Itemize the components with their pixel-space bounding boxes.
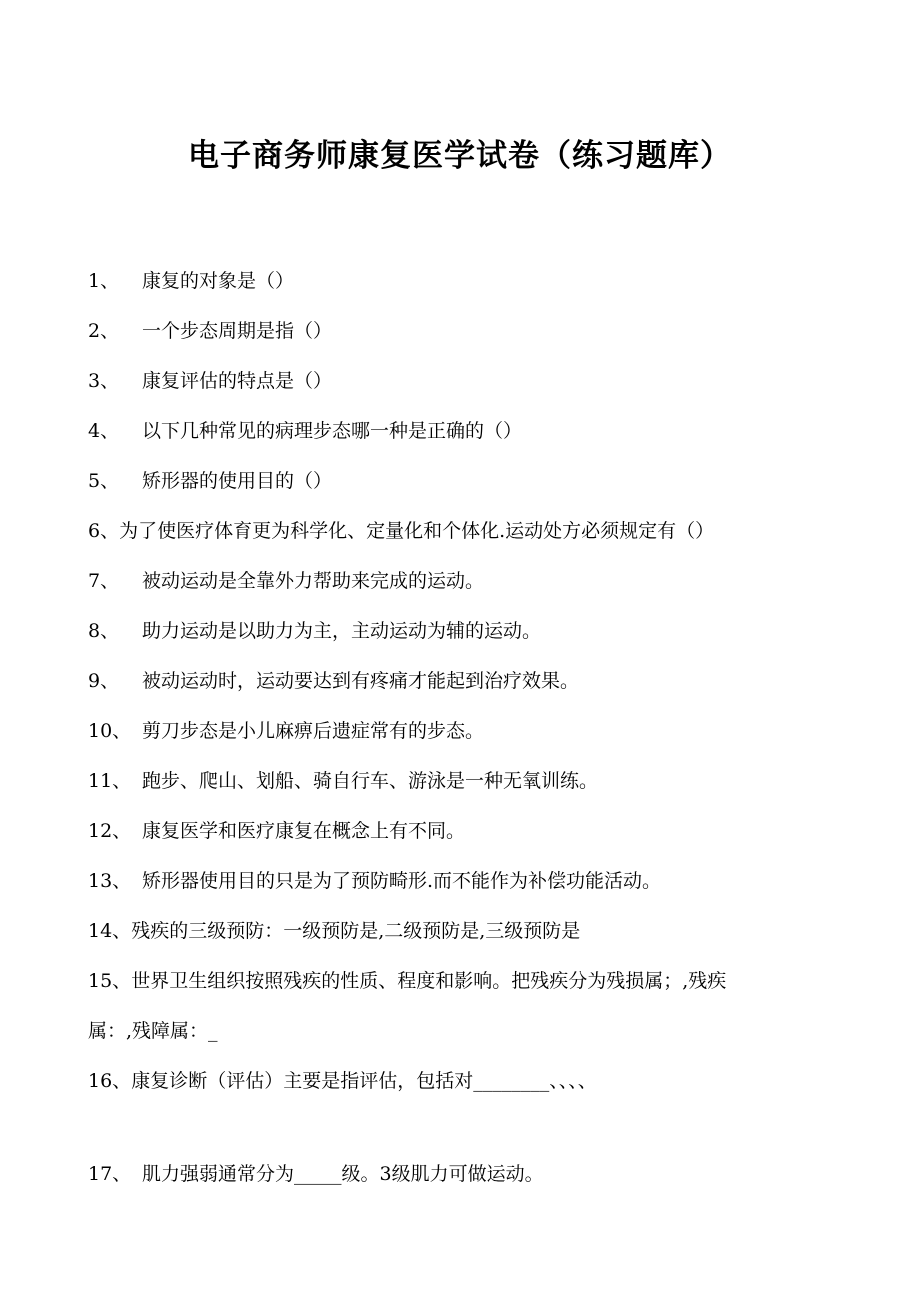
- question-5: [88, 469, 332, 493]
- question-15: [88, 969, 726, 993]
- question-3: [88, 369, 332, 393]
- question-number: 5、: [88, 470, 120, 492]
- question-text: 康复医学和医疗康复在概念上有不同。: [142, 820, 466, 842]
- question-number: 15、: [88, 970, 132, 992]
- question-number: 17、: [88, 1163, 132, 1185]
- question-text: 矫形器使用目的只是为了预防畸形.而不能作为补偿功能活动。: [142, 870, 662, 892]
- question-number: 1、: [88, 270, 120, 292]
- question-number: 12、: [88, 820, 132, 842]
- question-17: [88, 1162, 544, 1186]
- question-number: 8、: [88, 620, 120, 642]
- question-8: [88, 619, 541, 643]
- question-number: 13、: [88, 870, 132, 892]
- question-text: 被动运动是全靠外力帮助来完成的运动。: [142, 570, 485, 592]
- question-text: 世界卫生组织按照残疾的性质、程度和影响。把残疾分为残损属；,残疾: [131, 970, 727, 992]
- question-number: 6、: [88, 520, 120, 542]
- question-number: 4、: [88, 420, 120, 442]
- question-number: 9、: [88, 670, 120, 692]
- page-title: 电子商务师康复医学试卷（练习题库）: [188, 138, 732, 174]
- question-12: [88, 819, 465, 843]
- question-text: 剪刀步态是小儿麻痹后遗症常有的步态。: [142, 720, 485, 742]
- question-11: [88, 769, 598, 793]
- question-text: 康复评估的特点是（）: [142, 370, 333, 392]
- question-number: 7、: [88, 570, 120, 592]
- question-7: [88, 569, 484, 593]
- question-10: [88, 719, 484, 743]
- question-text: 一个步态周期是指（）: [142, 320, 333, 342]
- question-16: [88, 1069, 597, 1093]
- question-text: 助力运动是以助力为主，主动运动为辅的运动。: [142, 620, 542, 642]
- question-number: 10、: [88, 720, 132, 742]
- question-text: 以下几种常见的病理步态哪一种是正确的（）: [142, 420, 523, 442]
- question-2: [88, 319, 332, 343]
- question-4: [88, 419, 522, 443]
- question-14: [88, 919, 580, 943]
- question-text: 矫形器的使用目的（）: [142, 470, 333, 492]
- question-13: [88, 869, 661, 893]
- question-number: 3、: [88, 370, 120, 392]
- question-number: 16、: [88, 1070, 132, 1092]
- question-number: 2、: [88, 320, 120, 342]
- question-1: [88, 269, 294, 293]
- question-text: 康复诊断（评估）主要是指评估，包括对________、、、、: [131, 1070, 597, 1092]
- question-number: 11、: [88, 770, 132, 792]
- question-text: 康复的对象是（）: [142, 270, 295, 292]
- question-6: [88, 519, 714, 543]
- question-text-continuation: 属：,残障属：_: [88, 1020, 218, 1042]
- question-text: 跑步、爬山、划船、骑自行车、游泳是一种无氧训练。: [142, 770, 599, 792]
- question-15-continuation: [88, 1019, 218, 1043]
- question-text: 肌力强弱通常分为_____级。3级肌力可做运动。: [142, 1163, 544, 1185]
- question-number: 14、: [88, 920, 132, 942]
- question-text: 残疾的三级预防：一级预防是,二级预防是,三级预防是: [131, 920, 581, 942]
- question-text: 被动运动时，运动要达到有疼痛才能起到治疗效果。: [142, 670, 580, 692]
- question-text: 为了使医疗体育更为科学化、定量化和个体化.运动处方必须规定有（）: [119, 520, 715, 542]
- question-9: [88, 669, 579, 693]
